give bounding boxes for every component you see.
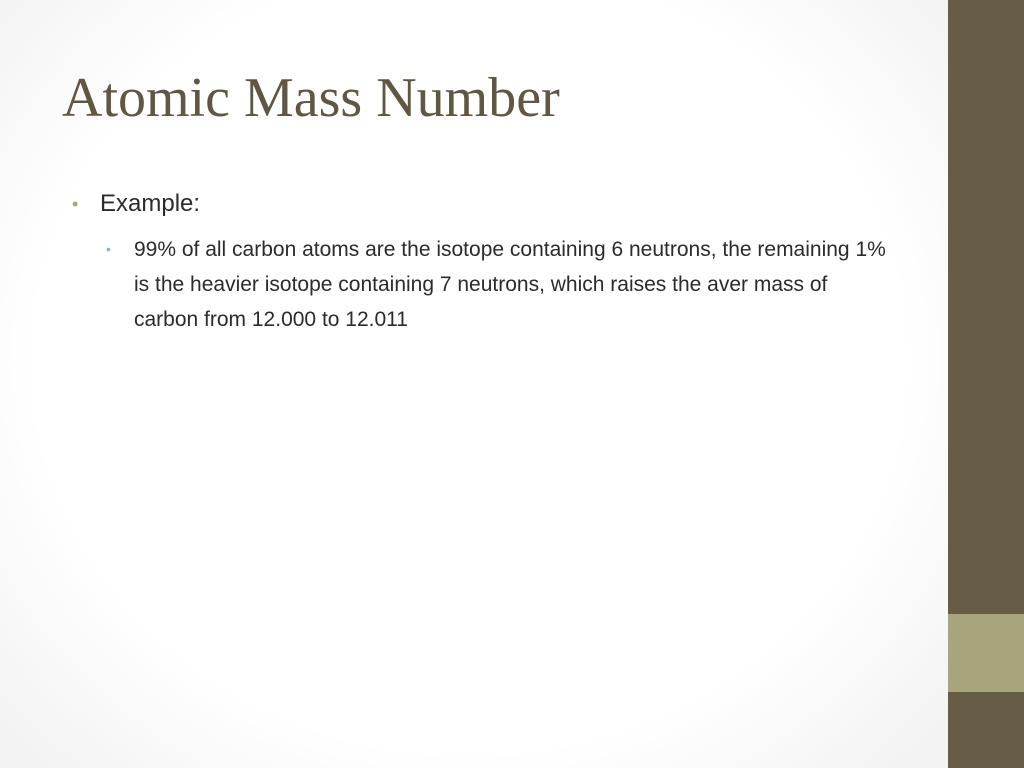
slide-content [70, 188, 900, 337]
sub-bullet-text: 99% of all carbon atoms are the isotope containing 6 neutrons, the remaining 1% is the heavier isotope containing 7 neutrons, which raises the aver mass of carbon from 12.000 to 12.011 [134, 238, 886, 331]
bullet-item-example [70, 188, 900, 220]
slide-title: Atomic Mass Number [62, 67, 560, 129]
bullet-text: Example: [100, 190, 201, 217]
decorative-side-accent [948, 614, 1024, 692]
sub-bullet-dot-icon: • [106, 241, 111, 257]
sub-bullet-item-carbon-isotopes [104, 232, 894, 337]
bullet-dot-icon: • [72, 194, 79, 214]
